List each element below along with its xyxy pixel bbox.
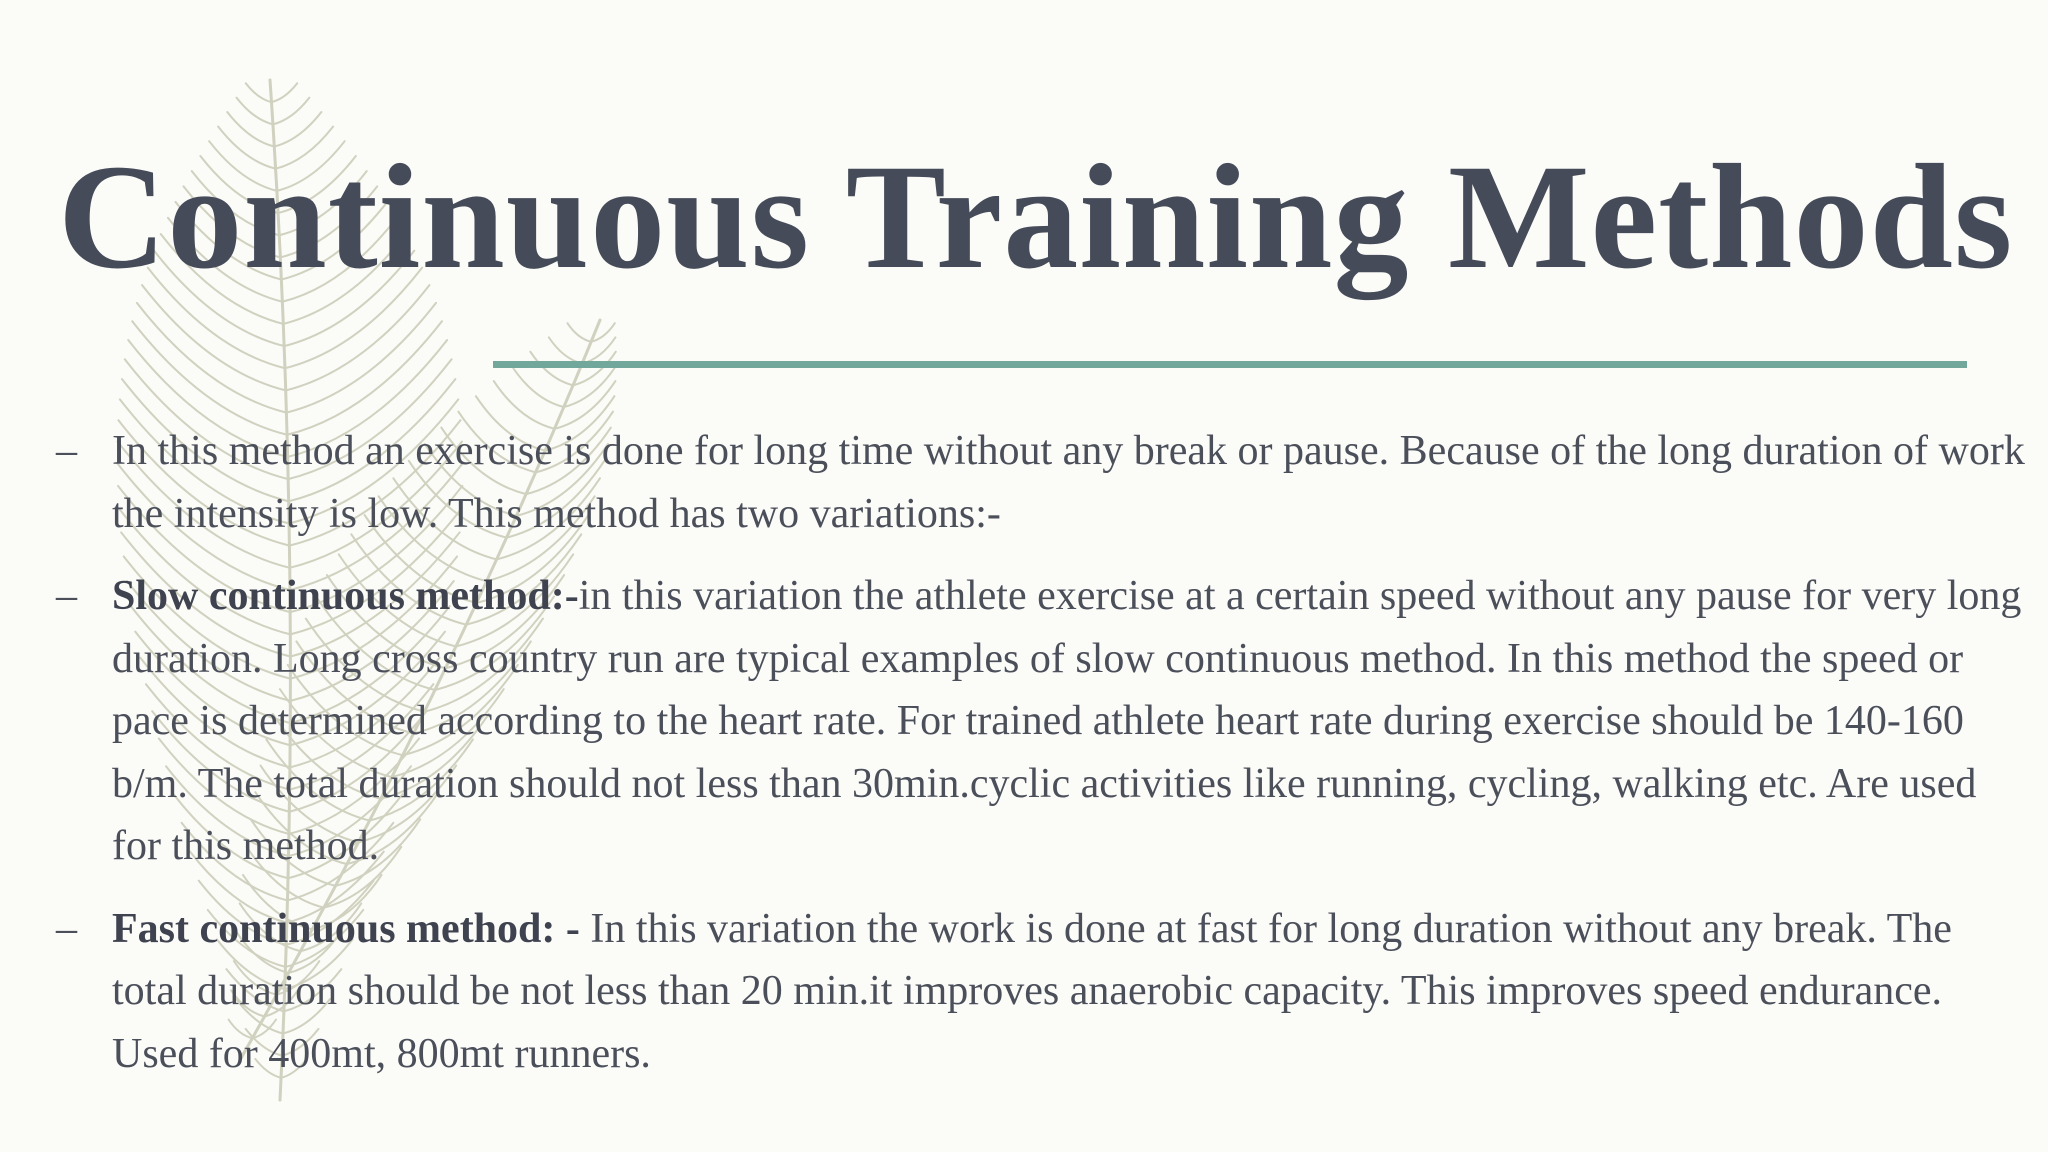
bullet-marker: – <box>56 905 77 952</box>
bullet-slow-continuous <box>56 565 2026 878</box>
bullet-lead: Slow continuous method:- <box>112 573 579 619</box>
bullet-fast-continuous <box>56 898 2026 1086</box>
bullet-marker: – <box>56 573 77 619</box>
title-divider <box>493 361 1967 368</box>
slide-title: Continuous Training Methods <box>58 134 2014 300</box>
bullet-text: in this variation the athlete exercise at a certain speed without any pause for very long duration. Long cross country run are typical examples of slow continuous method. In this method the speed or pace is determined according to the heart rate. For trained athlete heart rate during exercise should be 140-160 b/m. The total duration should not less than 30min.cyclic activities like running, cycling, walking etc. Are used for this method. <box>112 573 2022 869</box>
bullet-text: In this method an exercise is done for long time without any break or pause. Because of the long duration of work the intensity is low. This method has two variations:- <box>112 428 2025 537</box>
bullet-lead: Fast continuous method: - <box>112 905 580 952</box>
bullet-intro <box>56 420 2026 545</box>
bullet-list <box>56 420 2026 1105</box>
bullet-text: In this variation the work is done at fast for long duration without any break. The total duration should be not less than 20 min.it improves anaerobic capacity. This improves speed endurance. Used for 400mt, 800mt runners. <box>112 905 1952 1077</box>
bullet-marker: – <box>56 428 77 474</box>
